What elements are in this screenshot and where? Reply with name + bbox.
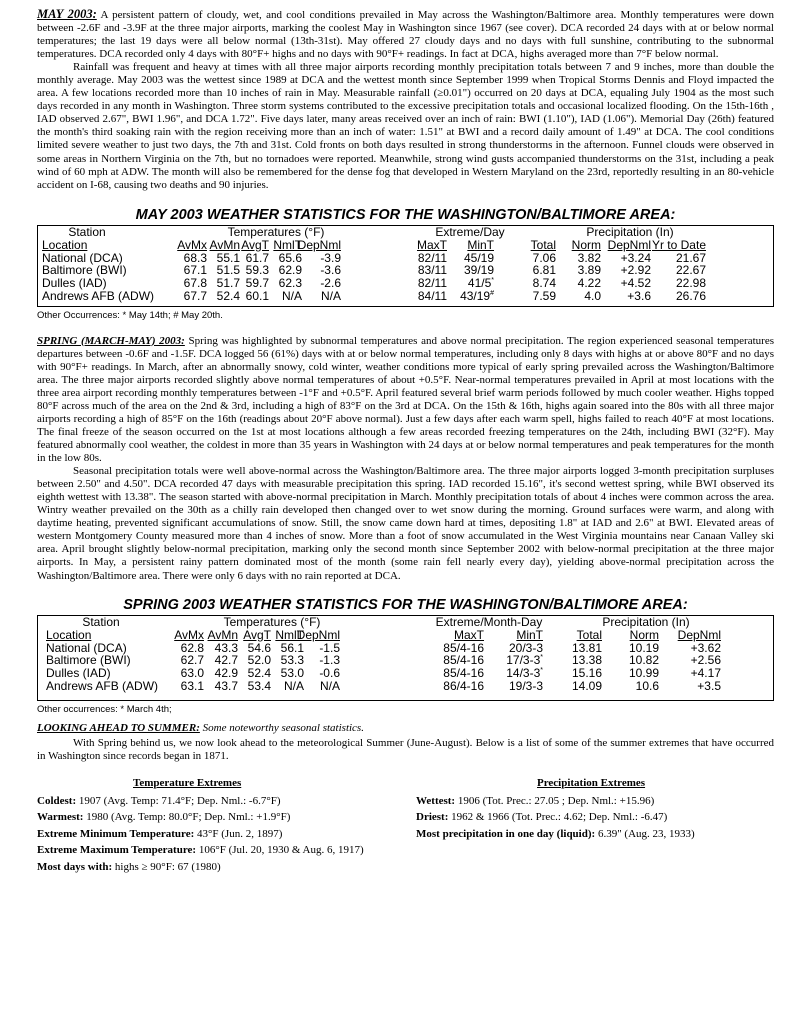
temperature-extreme-item <box>37 861 221 874</box>
table-cell: 22.67 <box>675 263 706 278</box>
temperature-extreme-item-label: Coldest: <box>37 794 77 807</box>
temperature-extreme-item <box>37 811 290 824</box>
table-cell: 85/4-16 <box>443 640 484 655</box>
precipitation-extreme-item <box>416 828 695 841</box>
table-cell: 20/3-3 <box>508 640 543 655</box>
precipitation-extreme-item <box>416 795 654 808</box>
table-header: DepNml <box>296 627 340 642</box>
table-cell: 84/11 <box>417 289 447 304</box>
table-cell: 4.0 <box>584 289 601 304</box>
temperature-extreme-item <box>37 795 281 808</box>
table-cell: 17/3-3* <box>506 653 543 668</box>
table-cell: 26.76 <box>675 289 706 304</box>
precipitation-extreme-item-label: Most precipitation in one day (liquid): <box>416 827 596 840</box>
temperature-extreme-item-label: Most days with: <box>37 861 113 874</box>
table-cell: -3.6 <box>320 263 341 278</box>
precipitation-extreme-item-value: 1906 (Tot. Prec.: 27.05 ; Dep. Nml.: +15.96) <box>455 794 655 807</box>
table-header: AvgT <box>243 627 271 642</box>
table-cell: N/A <box>319 678 340 693</box>
table-row-station: National (DCA) <box>46 640 127 655</box>
table-cell: 67.1 <box>183 263 207 278</box>
temperatures-group-header: Temperatures (°F) <box>223 614 321 629</box>
table-cell: 63.1 <box>180 678 204 693</box>
station-group-header: Station <box>68 224 106 239</box>
may-section-heading: MAY 2003: <box>37 7 97 21</box>
table-header: NmlT <box>273 237 302 252</box>
table-row-station: Baltimore (BWI) <box>42 263 127 278</box>
table-cell: 86/4-16 <box>443 678 484 693</box>
table-cell: N/A <box>283 678 304 693</box>
table-cell: +2.92 <box>620 263 651 278</box>
table-cell: N/A <box>281 289 302 304</box>
table-cell: 54.6 <box>247 640 271 655</box>
summer-heading-line <box>37 722 774 735</box>
extreme-group-header: Extreme/Day <box>435 224 505 239</box>
extreme-group-header: Extreme/Month-Day <box>435 614 543 629</box>
table-cell: 82/11 <box>417 276 447 291</box>
table-row-station: Dulles (IAD) <box>42 276 107 291</box>
table-cell: 43/19# <box>460 289 494 304</box>
table-cell: 67.7 <box>183 289 207 304</box>
table-cell: 19/3-3 <box>508 678 543 693</box>
table-cell: 42.7 <box>214 653 238 668</box>
temperature-extreme-item-label: Extreme Minimum Temperature: <box>37 827 195 840</box>
table-cell: 13.81 <box>571 640 602 655</box>
table-cell: 85/4-16 <box>443 653 484 668</box>
table-header: AvMn <box>207 627 238 642</box>
precipitation-extreme-item-value: 6.39" (Aug. 23, 1933) <box>595 827 695 840</box>
table-cell: 21.67 <box>675 250 706 265</box>
temperatures-group-header: Temperatures (°F) <box>227 224 325 239</box>
temperature-extreme-item-label: Warmest: <box>37 811 84 824</box>
table-row-station: Andrews AFB (ADW) <box>46 678 159 693</box>
spring-paragraph-1 <box>37 335 774 465</box>
table-cell: 4.22 <box>577 276 601 291</box>
table-header: Norm <box>571 237 601 252</box>
table-header: Norm <box>629 627 659 642</box>
may-text-1: A persistent pattern of cloudy, wet, and cool conditions prevailed in May across the Washington/Baltimore area. Monthly temperatures were down between -2.6F and -3.9F at the three major airports, marking the coolest May in Washington since 1967 (see cover). DCA recorded 24 days with at or below normal temperatures; the last 19 days were all below normal (13th-31st). May offered 27 cloudy days and no days with full sunshine, contributing to the subnormal temperatures. DCA recorded only 4 days with 80°F+ highs and no days with 90°F+ readings. In fact at DCA, highs averaged more than 7°F below normal. <box>37 9 774 61</box>
table-cell: +2.56 <box>690 653 721 668</box>
temperature-extreme-item <box>37 828 282 841</box>
table-cell: 59.7 <box>245 276 269 291</box>
table-cell: 53.0 <box>280 666 304 681</box>
table-cell: 3.82 <box>577 250 601 265</box>
table-cell: 51.5 <box>216 263 240 278</box>
table-cell: +3.24 <box>620 250 651 265</box>
table-header: DepNml <box>607 237 651 252</box>
summer-subheading: Some noteworthy seasonal statistics. <box>199 721 364 734</box>
table-row-station: Andrews AFB (ADW) <box>42 289 155 304</box>
table-header: MaxT <box>417 237 447 252</box>
spring-stats-table <box>37 615 774 701</box>
table-cell: 14/3-3* <box>506 666 543 681</box>
table-cell: 83/11 <box>417 263 447 278</box>
table-row-station: National (DCA) <box>42 250 123 265</box>
precipitation-extreme-item <box>416 811 667 824</box>
table-cell: 6.81 <box>532 263 556 278</box>
table-cell: +3.62 <box>690 640 721 655</box>
precipitation-group-header: Precipitation (In) <box>586 224 674 239</box>
table-cell: 41/5* <box>467 276 494 291</box>
table-cell: N/A <box>320 289 341 304</box>
table-cell: -0.6 <box>319 666 340 681</box>
table-cell: 62.7 <box>180 653 204 668</box>
table-cell: -2.6 <box>320 276 341 291</box>
table-cell: 42.9 <box>214 666 238 681</box>
table-cell: 52.0 <box>247 653 271 668</box>
table-header: Location <box>46 627 92 642</box>
table-cell: -1.3 <box>319 653 340 668</box>
table-header: MaxT <box>454 627 484 642</box>
spring-table-title: SPRING 2003 WEATHER STATISTICS FOR THE WASHINGTON/BALTIMORE AREA: <box>123 596 688 613</box>
table-cell: 3.89 <box>577 263 601 278</box>
precipitation-extreme-item-label: Driest: <box>416 811 449 824</box>
table-cell: +4.52 <box>620 276 651 291</box>
table-cell: 62.8 <box>180 640 204 655</box>
temperature-extreme-item-value: 106°F (Jul. 20, 1930 & Aug. 6, 1917) <box>196 844 364 857</box>
table-header: AvgT <box>241 237 269 252</box>
summer-extremes <box>37 777 774 885</box>
table-header: Yr to Date <box>651 237 706 252</box>
precipitation-group-header: Precipitation (In) <box>602 614 690 629</box>
table-cell: +3.5 <box>697 678 721 693</box>
temperature-extremes-heading: Temperature Extremes <box>133 776 242 789</box>
table-header: MinT <box>467 237 494 252</box>
spring-table-note: Other occurrences: * March 4th; <box>37 703 172 715</box>
table-cell: -3.9 <box>320 250 341 265</box>
table-cell: 65.6 <box>278 250 302 265</box>
table-cell: 62.9 <box>278 263 302 278</box>
table-cell: 13.38 <box>571 653 602 668</box>
table-cell: 10.19 <box>628 640 659 655</box>
station-group-header: Station <box>82 614 120 629</box>
spring-text-1: Spring was highlighted by subnormal temperatures and above normal precipitation. The region experienced seasonal temperatures departures between -0.6F and -1.5F. DCA logged 56 (61%) days with at or below normal temperatures, including only 8 days with highs at or above 80°F and no days with 90°F+ readings. In March, after an abnormally snowy, cold winter, weather conditions more typical of early spring prevailed across the Washington/Baltimore area. The three major airports recorded slightly above normal temperatures of about +0.5°F. Near-normal temperatures prevailed in April at most locations with the three area airport recording monthly temperatures between -1°F and +0.5°F. April featured several brief warm periods followed by much cooler weather. Highs topped 80°F across much of the area on the 2nd & 3rd, including a high of 83°F on the 3rd at DCA. On the 15th & 16th, highs again soared into the 80s with all three major airports recording a high of 85°F on the 16th (readings about 20°F above normal). Just a few days after each warm spell, highs failed to reach 40°F at most locations. The final freeze of the season occurred on the 1st at most locations although a few areas recorded freezing temperatures on the 24th, including BWI (32°F). May featured abnormally cool weather, the coldest in more than 35 years in Washington with 24 days at or below normal temperatures and peak temperatures for the month in the low 80s. <box>37 334 774 465</box>
table-cell: +3.6 <box>627 289 651 304</box>
table-cell: 43.7 <box>214 678 238 693</box>
table-cell: 51.7 <box>216 276 240 291</box>
table-header: Total <box>530 237 556 252</box>
table-cell: 45/19 <box>463 250 494 265</box>
table-cell: 10.82 <box>628 653 659 668</box>
summer-section-heading: LOOKING AHEAD TO SUMMER: <box>37 721 200 734</box>
table-cell: 62.3 <box>278 276 302 291</box>
table-cell: 39/19 <box>463 263 494 278</box>
table-cell: 61.7 <box>245 250 269 265</box>
table-cell: 22.98 <box>675 276 706 291</box>
may-table-note: Other Occurrences: * May 14th; # May 20th. <box>37 309 223 321</box>
table-cell: +4.17 <box>690 666 721 681</box>
table-cell: 85/4-16 <box>443 666 484 681</box>
table-cell: 15.16 <box>571 666 602 681</box>
temperature-extreme-item-value: 43°F (Jun. 2, 1897) <box>194 827 283 840</box>
table-cell: 63.0 <box>180 666 204 681</box>
table-cell: 8.74 <box>532 276 556 291</box>
table-cell: 55.1 <box>216 250 240 265</box>
precipitation-extreme-item-value: 1962 & 1966 (Tot. Prec.: 4.62; Dep. Nml.: -6.47) <box>448 811 668 824</box>
table-row-station: Baltimore (BWI) <box>46 653 131 668</box>
table-cell: 56.1 <box>280 640 304 655</box>
table-cell: 53.3 <box>280 653 304 668</box>
spring-paragraph-2: Seasonal precipitation totals were well above-normal across the Washington/Baltimore area. The three major airports logged 3-month precipitation surpluses between 2.50" and 4.50". DCA recorded 47 days with measurable precipitation this spring. IAD recorded 15.16", it's second wettest spring, while BWI observed its eighth wettest with 13.38". The season started with above-normal precipitation in March. Monthly precipitation totals of about 4 inches were common across the area. Wintry weather prevailed on the 30th as a chilly rain developed then changed over to wet snow during the morning. Ground surfaces were warm, and along with daytime heating, prevented significant accumulations of snow. Still, the snow came down hard at times, depositing 1.8" at IAD and 2.6" at BWI. Elevated areas of western Montgomery County measured more than 4 inches of snow. More than a foot of snow accumulated in the West Virginia mountains near Canaan Valley ski area. April brought slightly below-normal precipitation, marking only the second month since September 2002 with below-normal precipitation at the three major airports. In May, a persistent rainy pattern dominated most of the month (some rain fell nearly every day), yielding above-normal precipitation across the Washington/Baltimore area. There were only 6 days with no rain reported at DCA. <box>37 465 774 582</box>
may-table-title: MAY 2003 WEATHER STATISTICS FOR THE WASHINGTON/BALTIMORE AREA: <box>135 206 676 223</box>
table-cell: 60.1 <box>245 289 269 304</box>
precipitation-extremes-heading: Precipitation Extremes <box>537 776 646 789</box>
temperature-extreme-item <box>37 844 364 857</box>
table-cell: 10.99 <box>628 666 659 681</box>
table-cell: 52.4 <box>247 666 271 681</box>
may-paragraph-1 <box>37 8 774 61</box>
table-cell: 67.8 <box>183 276 207 291</box>
table-header: AvMx <box>177 237 207 252</box>
may-paragraph-2: Rainfall was frequent and heavy at times with all three major airports recording monthly precipitation totals between 7 and 9 inches, more than double the monthly average. May 2003 was the wettest since 1989 at DCA and the wettest month since September 1999 when Tropical Storms Dennis and Floyd impacted the area. A few locations recorded more than 10 inches of rain in May. Measurable rainfall (≥0.01") occurred on 20 days at DCA, equaling July 1904 as the most such days recorded in any month in Washington. Three storm systems contributed to the excessive precipitation totals and occasional localized flooding. On the 15th-16th , IAD observed 2.67", BWI 1.96", and DCA 1.72". Five days later, many areas received over an inch of rain: BWI (1.10"), IAD (1.06"). Memorial Day (26th) featured the month's third soaking rain with the region receiving more than an inch of water: 1.51" at BWI and a record daily amount of 1.49" at DCA. The cool conditions limited severe weather to just two days, the 7th and 31st. Cold fronts on both days resulted in strong thunderstorms in the afternoon. Funnel clouds were observed in some areas in Northern Virginia on the 7th, but no tornadoes were reported. Meanwhile, strong wind gusts accompanied thunderstorms on the 31st, including a peak wind of 60 mph at ADW. The month will also be remembered for the dense fog that developed in Western Maryland on the 23rd, reportedly resulting in an 80-vehicle accident on I-68, causing two deaths and 90 injuries. <box>37 61 774 191</box>
table-cell: 7.59 <box>532 289 556 304</box>
table-cell: 7.06 <box>532 250 556 265</box>
table-cell: -1.5 <box>319 640 340 655</box>
table-cell: 82/11 <box>417 250 447 265</box>
summer-paragraph: With Spring behind us, we now look ahead to the meteorological Summer (June-August). Below is a list of some of the summer extremes that have occurred in Washington since records began in 1871. <box>37 736 774 762</box>
table-header: Total <box>576 627 602 642</box>
page <box>37 8 774 885</box>
spring-section-heading: SPRING (MARCH-MAY) 2003: <box>37 334 185 347</box>
temperature-extreme-item-value: highs ≥ 90°F: 67 (1980) <box>112 861 221 874</box>
temperature-extreme-item-label: Extreme Maximum Temperature: <box>37 844 197 857</box>
table-header: AvMx <box>174 627 204 642</box>
precipitation-extreme-item-label: Wettest: <box>416 794 456 807</box>
table-header: DepNml <box>677 627 721 642</box>
table-cell: 59.3 <box>245 263 269 278</box>
table-cell: 53.4 <box>247 678 271 693</box>
table-header: NmlT <box>275 627 304 642</box>
table-header: MinT <box>516 627 543 642</box>
table-header: Location <box>42 237 88 252</box>
table-row-station: Dulles (IAD) <box>46 666 111 681</box>
temperature-extreme-item-value: 1980 (Avg. Temp: 80.0°F; Dep. Nml.: +1.9°F) <box>83 811 291 824</box>
table-header: DepNml <box>297 237 341 252</box>
table-cell: 14.09 <box>571 678 602 693</box>
temperature-extreme-item-value: 1907 (Avg. Temp: 71.4°F; Dep. Nml.: -6.7°F) <box>76 794 281 807</box>
table-cell: 68.3 <box>183 250 207 265</box>
may-stats-table <box>37 225 774 307</box>
table-header: AvMn <box>209 237 240 252</box>
table-cell: 10.6 <box>635 678 659 693</box>
table-cell: 43.3 <box>214 640 238 655</box>
table-cell: 52.4 <box>216 289 240 304</box>
